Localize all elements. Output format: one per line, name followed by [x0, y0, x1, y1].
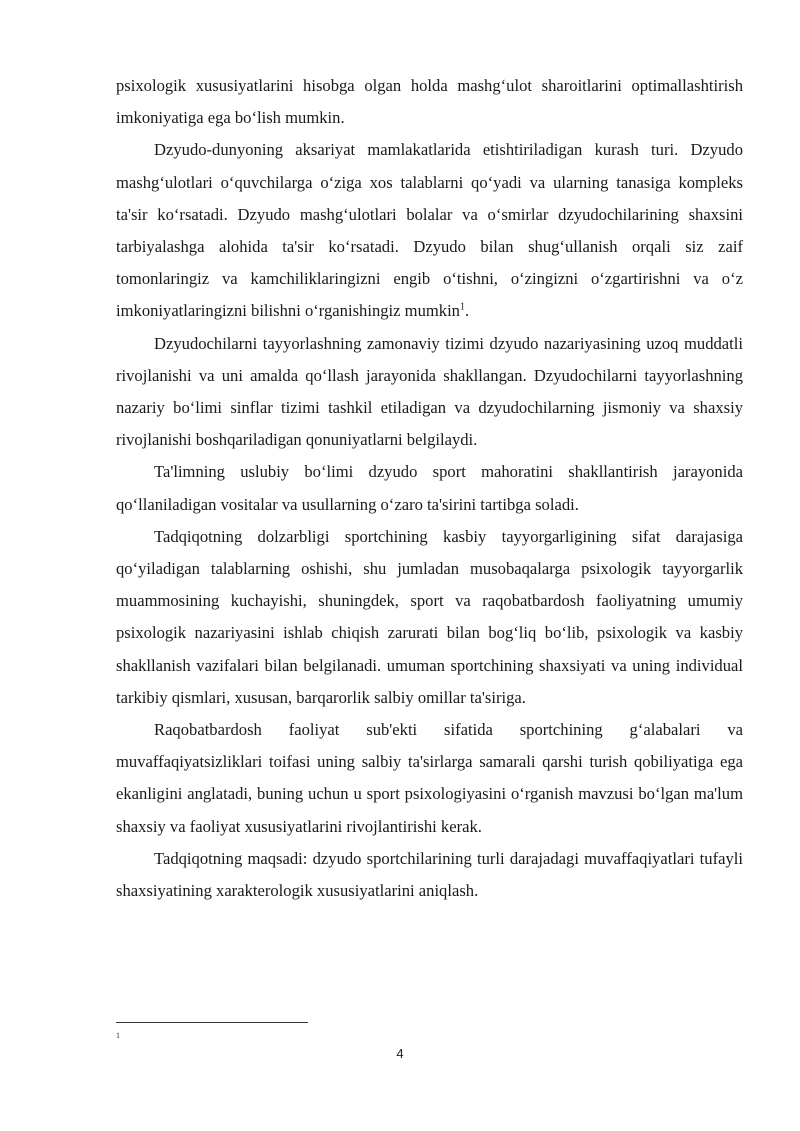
- paragraph-7: Tadqiqotning maqsadi: dzyudo sportchilarining turli darajadagi muvaffaqiyatlari tufayli shaxsiyatining xarakterologik xususiyatlarini aniqlash.: [116, 848, 743, 901]
- footnote-separator: [116, 1022, 308, 1023]
- paragraph-4: Ta'limning uslubiy bo‘limi dzyudo sport mahoratini shakllantirish jarayonida qo‘llaniladigan vositalar va usullarning o‘zaro ta'sirini tartibga soladi.: [116, 462, 743, 514]
- paragraph-1: psixologik xususiyatlarini hisobga olgan holda mashg‘ulot sharoitlarini optimallashtirish imkoniyatiga ega bo‘lish mumkin.: [116, 76, 743, 128]
- paragraph-2-text: Dzyudo-dunyoning aksariyat mamlakatlarida etishtiriladigan kurash turi. Dzyudo mashg‘ulotlari o‘quvchilarga o‘ziga xos talablarni qo‘yadi va ularning tanasiga kompleks ta'sir ko‘rsatadi. Dzyudo mashg‘ulotlari bolalar va o‘smirlar dzyudochilarining shaxsini tarbiyalashga alohida ta'sir ko‘rsatadi. Dzyudo bilan shug‘ullanish orqali siz zaif tomonlaringiz va kamchiliklaringizni engib o‘tishni, o‘zingizni o‘zgartirishni va o‘z imkoniyatlaringizni bilishni o‘rganishingiz mumkin: [116, 140, 743, 321]
- paragraph-2-tail: .: [464, 301, 470, 321]
- paragraph-5: Tadqiqotning dolzarbligi sportchining kasbiy tayyorgarligining sifat darajasiga qo‘yiladigan talablarning oshishi, shu jumladan musobaqalarga psixologik tayyorgarlik muammosining kuchayishi, shuningdek, sport va raqobatbardosh faoliyatning umumiy psixologik nazariyasini ishlab chiqish zarurati bilan bog‘liq bo‘lib, psixologik va kasbiy shakllanish vazifalari bilan belgilanadi. umuman sportchining shaxsiyati va uning individual tarkibiy qismlari, xususan, barqarorlik salbiy omillar ta'siriga.: [116, 526, 743, 707]
- paragraph-3: Dzyudochilarni tayyorlashning zamonaviy tizimi dzyudo nazariyasining uzoq muddatli rivojlanishi va uni amalda qo‘llash jarayonida shakllangan. Dzyudochilarni tayyorlashning nazariy bo‘limi sinflar tizimi tashkil etiladigan va dzyudochilarning jismoniy va shaxsiy rivojlanishi boshqariladigan qonuniyatlarni belgilaydi.: [116, 333, 743, 450]
- body-text: [116, 70, 743, 907]
- paragraph-6: Raqobatbardosh faoliyat sub'ekti sifatida sportchining g‘alabalari va muvaffaqiyatsizliklari toifasi uning salbiy ta'sirlarga samarali qarshi turish qobiliyatiga ega ekanligini anglatadi, buning uchun u sport psixologiyasini o‘rganish mavzusi bo‘lgan ma'lum shaxsiy va faoliyat xususiyatlarini rivojlantirishi kerak.: [116, 720, 743, 836]
- paragraph-2: [116, 134, 743, 327]
- footnote-reference[interactable]: 1: [459, 301, 465, 313]
- footnote-mark: 1: [116, 1031, 120, 1040]
- page-number: 4: [396, 1046, 404, 1061]
